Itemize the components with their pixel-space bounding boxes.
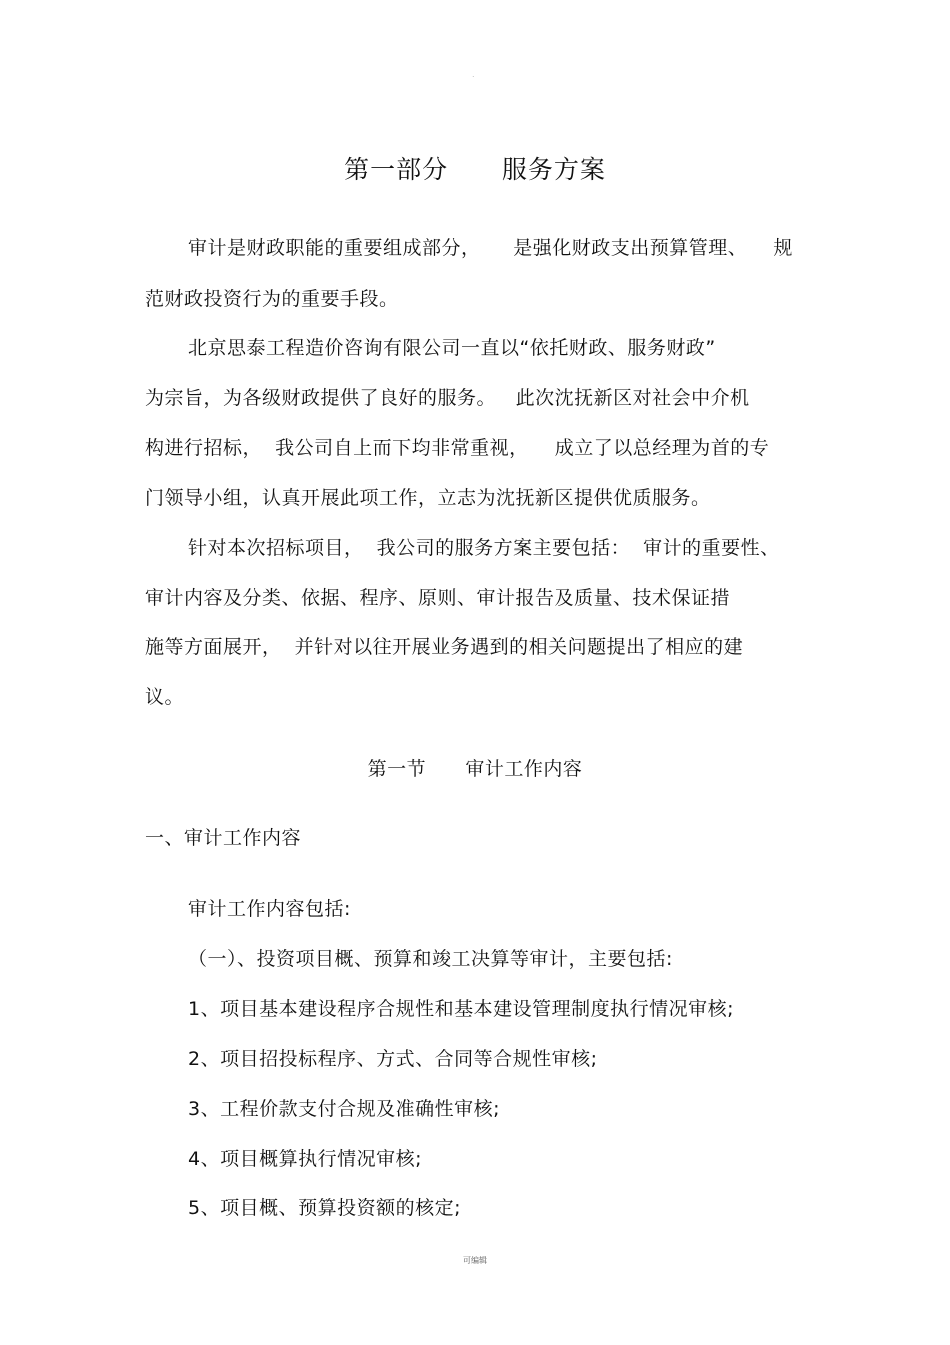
list-item: 4、项目概算执行情况审核; bbox=[188, 1148, 422, 1170]
intro-line: 门领导小组，认真开展此项工作，立志为沈抚新区提供优质服务。 bbox=[145, 487, 711, 509]
intro-line: 审计内容及分类、依据、程序、原则、审计报告及质量、技术保证措 bbox=[145, 587, 731, 609]
subitem-heading: （一）、投资项目概、预算和竣工决算等审计，主要包括: bbox=[188, 948, 673, 970]
subheading: 一、审计工作内容 bbox=[145, 827, 302, 849]
content-intro: 审计工作内容包括: bbox=[188, 898, 351, 920]
header-mark: . bbox=[472, 70, 475, 79]
intro-line: 针对本次招标项目， 我公司的服务方案主要包括： 审计的重要性、 bbox=[188, 537, 780, 559]
intro-line: 构进行招标， 我公司自上而下均非常重视， 成立了以总经理为首的专 bbox=[145, 437, 770, 459]
intro-line: 为宗旨，为各级财政提供了良好的服务。 此次沈抚新区对社会中介机 bbox=[145, 387, 750, 409]
footer-label: 可编辑 bbox=[463, 1256, 487, 1265]
intro-line: 审计是财政职能的重要组成部分， 是强化财政支出预算管理、 规 bbox=[188, 237, 793, 259]
intro-line: 施等方面展开， 并针对以往开展业务遇到的相关问题提出了相应的建 bbox=[145, 636, 744, 658]
intro-line: 范财政投资行为的重要手段。 bbox=[145, 288, 399, 310]
list-item: 2、项目招投标程序、方式、合同等合规性审核; bbox=[188, 1048, 598, 1070]
intro-line: 议。 bbox=[145, 686, 185, 708]
list-item: 1、项目基本建设程序合规性和基本建设管理制度执行情况审核; bbox=[188, 998, 734, 1020]
intro-line: 北京思泰工程造价咨询有限公司一直以“依托财政、服务财政” bbox=[188, 337, 716, 359]
page-title: 第一部分 服务方案 bbox=[344, 155, 606, 184]
list-item: 5、项目概、预算投资额的核定; bbox=[188, 1197, 461, 1219]
list-item: 3、工程价款支付合规及准确性审核; bbox=[188, 1098, 500, 1120]
section-title: 第一节 审计工作内容 bbox=[367, 758, 583, 780]
